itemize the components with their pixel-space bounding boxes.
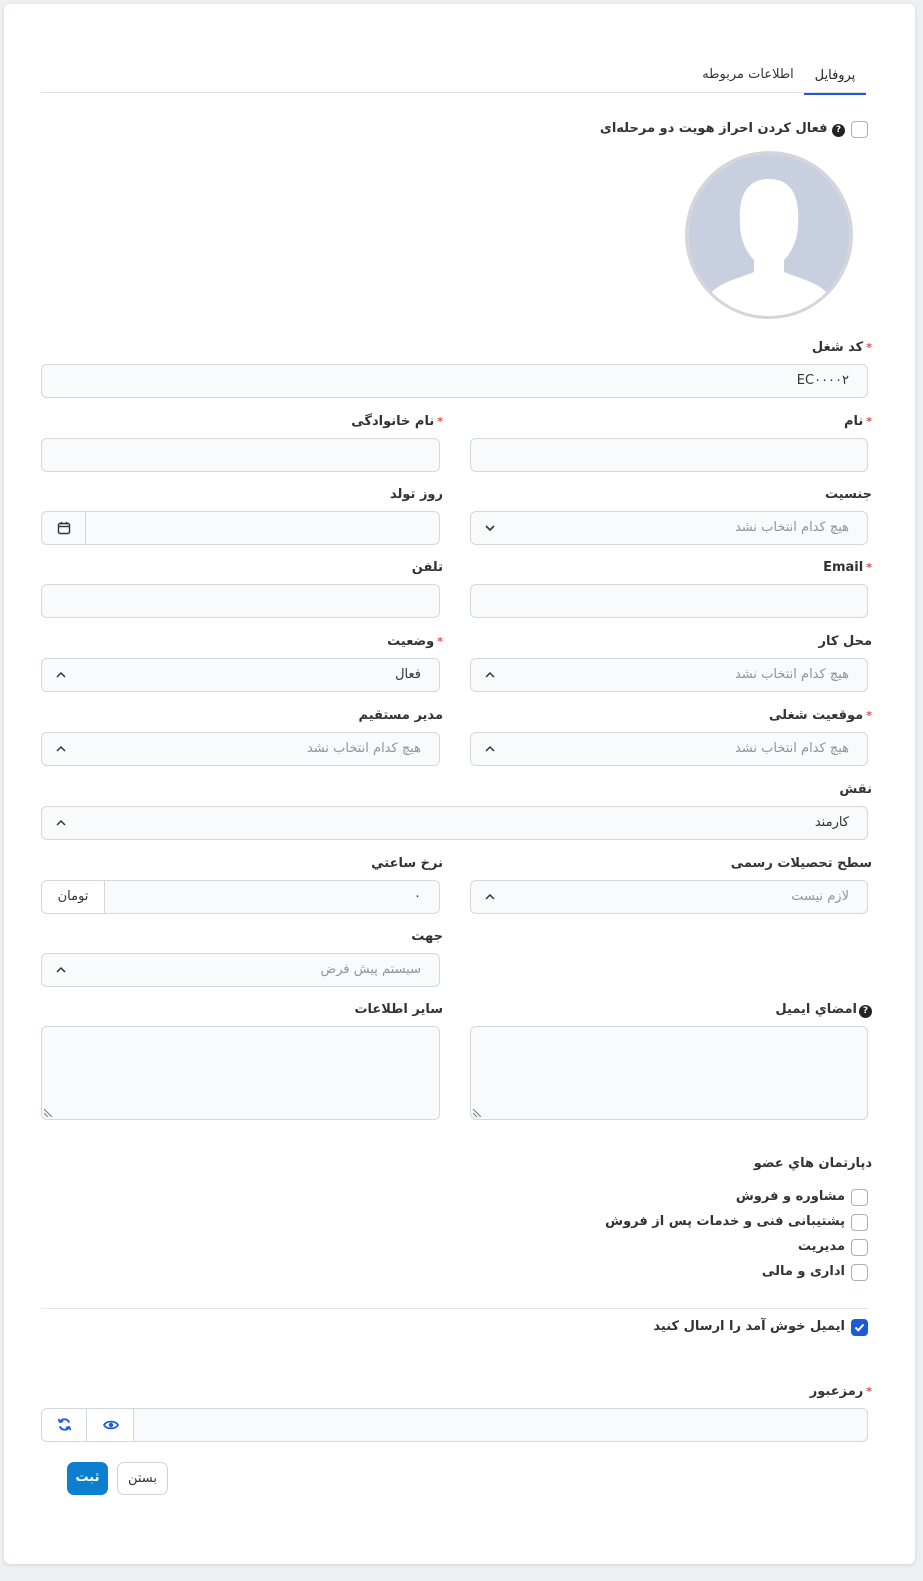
generate-password-button[interactable]	[42, 1409, 87, 1441]
other-info-label: ساير اطلاعات	[354, 1002, 443, 1017]
resize-grip-icon[interactable]	[473, 1109, 481, 1117]
department-checkbox[interactable]	[851, 1189, 868, 1206]
first-name-input[interactable]	[470, 438, 868, 472]
close-button[interactable]	[117, 1462, 168, 1495]
show-password-button[interactable]	[87, 1409, 134, 1441]
workplace-select[interactable]	[470, 658, 868, 692]
tab-profile[interactable]	[804, 61, 866, 95]
calendar-button[interactable]	[42, 512, 86, 544]
education-select[interactable]	[470, 880, 868, 914]
hourly-rate-value: ۰	[414, 889, 421, 904]
job-position-placeholder: هیچ کدام انتخاب نشد	[734, 741, 849, 756]
role-value: کارمند	[814, 815, 849, 830]
birthday-input[interactable]	[41, 511, 440, 545]
tab-profile-label: پروفایل	[814, 68, 856, 83]
check-icon	[852, 1320, 867, 1335]
department-checkbox[interactable]	[851, 1239, 868, 1256]
status-value: فعال	[395, 667, 421, 682]
birthday-label: روز تولد	[390, 487, 443, 502]
role-label: نقش	[839, 782, 872, 797]
chevron-up-icon	[54, 816, 68, 830]
departments-title: دپارتمان هاي عضو	[753, 1156, 872, 1171]
last-name-label: *نام خانوادگی	[351, 414, 443, 429]
tab-related-info[interactable]	[700, 61, 796, 95]
first-name-label: *نام	[843, 414, 872, 429]
tabs-divider	[41, 92, 867, 93]
department-label: مدیریت	[797, 1239, 845, 1254]
currency-addon	[42, 881, 105, 913]
password-input[interactable]	[41, 1408, 868, 1442]
hourly-rate-label: نرخ ساعتي	[371, 856, 443, 871]
role-select[interactable]	[41, 806, 868, 840]
help-icon[interactable]: ?	[859, 1005, 872, 1018]
gender-select[interactable]	[470, 511, 868, 545]
email-signature-textarea[interactable]	[470, 1026, 868, 1120]
refresh-icon	[57, 1417, 72, 1432]
gender-placeholder: هیچ کدام انتخاب نشد	[734, 520, 849, 535]
hourly-rate-input[interactable]	[41, 880, 440, 914]
user-silhouette-icon	[688, 154, 850, 316]
two-factor-checkbox[interactable]	[851, 121, 868, 138]
workplace-placeholder: هیچ کدام انتخاب نشد	[734, 667, 849, 682]
gender-label: جنسیت	[825, 487, 872, 502]
direction-select[interactable]	[41, 953, 440, 987]
department-checkbox[interactable]	[851, 1214, 868, 1231]
workplace-label: محل کار	[818, 634, 872, 649]
submit-button[interactable]	[67, 1462, 108, 1495]
direction-label: جهت	[411, 929, 443, 944]
close-label: بستن	[127, 1471, 158, 1486]
phone-label: تلفن	[411, 560, 443, 575]
submit-label: ثبت	[75, 1470, 100, 1485]
manager-label: مدیر مستقیم	[358, 708, 443, 723]
chevron-up-icon	[483, 742, 497, 756]
chevron-up-icon	[54, 742, 68, 756]
calendar-icon	[57, 521, 71, 535]
last-name-input[interactable]	[41, 438, 440, 472]
department-checkbox[interactable]	[851, 1264, 868, 1281]
chevron-up-icon	[483, 890, 497, 904]
department-label: مشاوره و فروش	[735, 1189, 845, 1204]
email-label: *Email	[823, 560, 872, 575]
currency-label: تومان	[57, 889, 89, 904]
direction-placeholder: سیستم پیش فرض	[320, 962, 421, 977]
department-label: پشتیبانی فنی و خدمات پس از فروش	[605, 1214, 845, 1229]
education-placeholder: لازم نیست	[791, 889, 849, 904]
email-input[interactable]	[470, 584, 868, 618]
help-icon[interactable]: ?	[832, 124, 845, 137]
education-label: سطح تحصیلات رسمی	[730, 856, 872, 871]
phone-input[interactable]	[41, 584, 440, 618]
welcome-email-checkbox[interactable]	[851, 1319, 868, 1336]
section-divider	[41, 1308, 868, 1309]
status-label: *وضعیت	[387, 634, 443, 649]
eye-icon	[103, 1419, 119, 1431]
job-position-label: *موقعیت شغلی	[769, 708, 872, 723]
job-position-select[interactable]	[470, 732, 868, 766]
department-label: اداری و مالی	[761, 1264, 845, 1279]
resize-grip-icon[interactable]	[44, 1109, 52, 1117]
form-panel	[4, 4, 915, 1564]
status-select[interactable]	[41, 658, 440, 692]
avatar[interactable]	[685, 151, 853, 319]
other-info-textarea[interactable]	[41, 1026, 440, 1120]
tab-related-info-label: اطلاعات مربوطه	[702, 67, 794, 82]
two-factor-row	[600, 121, 845, 137]
welcome-email-label: ایمیل خوش آمد را ارسال کنید	[653, 1319, 845, 1334]
job-code-input[interactable]	[41, 364, 868, 398]
job-code-value: EC۰۰۰۰۲	[796, 373, 849, 388]
job-code-label: *کد شغل	[811, 340, 872, 355]
manager-placeholder: هیچ کدام انتخاب نشد	[306, 741, 421, 756]
chevron-up-icon	[54, 963, 68, 977]
chevron-up-icon	[483, 668, 497, 682]
chevron-down-icon	[483, 521, 497, 535]
email-signature-label: ?امضاي ايميل	[775, 1002, 872, 1018]
two-factor-label: فعال کردن احراز هویت دو مرحله‌ای	[599, 121, 828, 136]
manager-select[interactable]	[41, 732, 440, 766]
password-label: *رمزعبور	[809, 1384, 872, 1399]
chevron-up-icon	[54, 668, 68, 682]
